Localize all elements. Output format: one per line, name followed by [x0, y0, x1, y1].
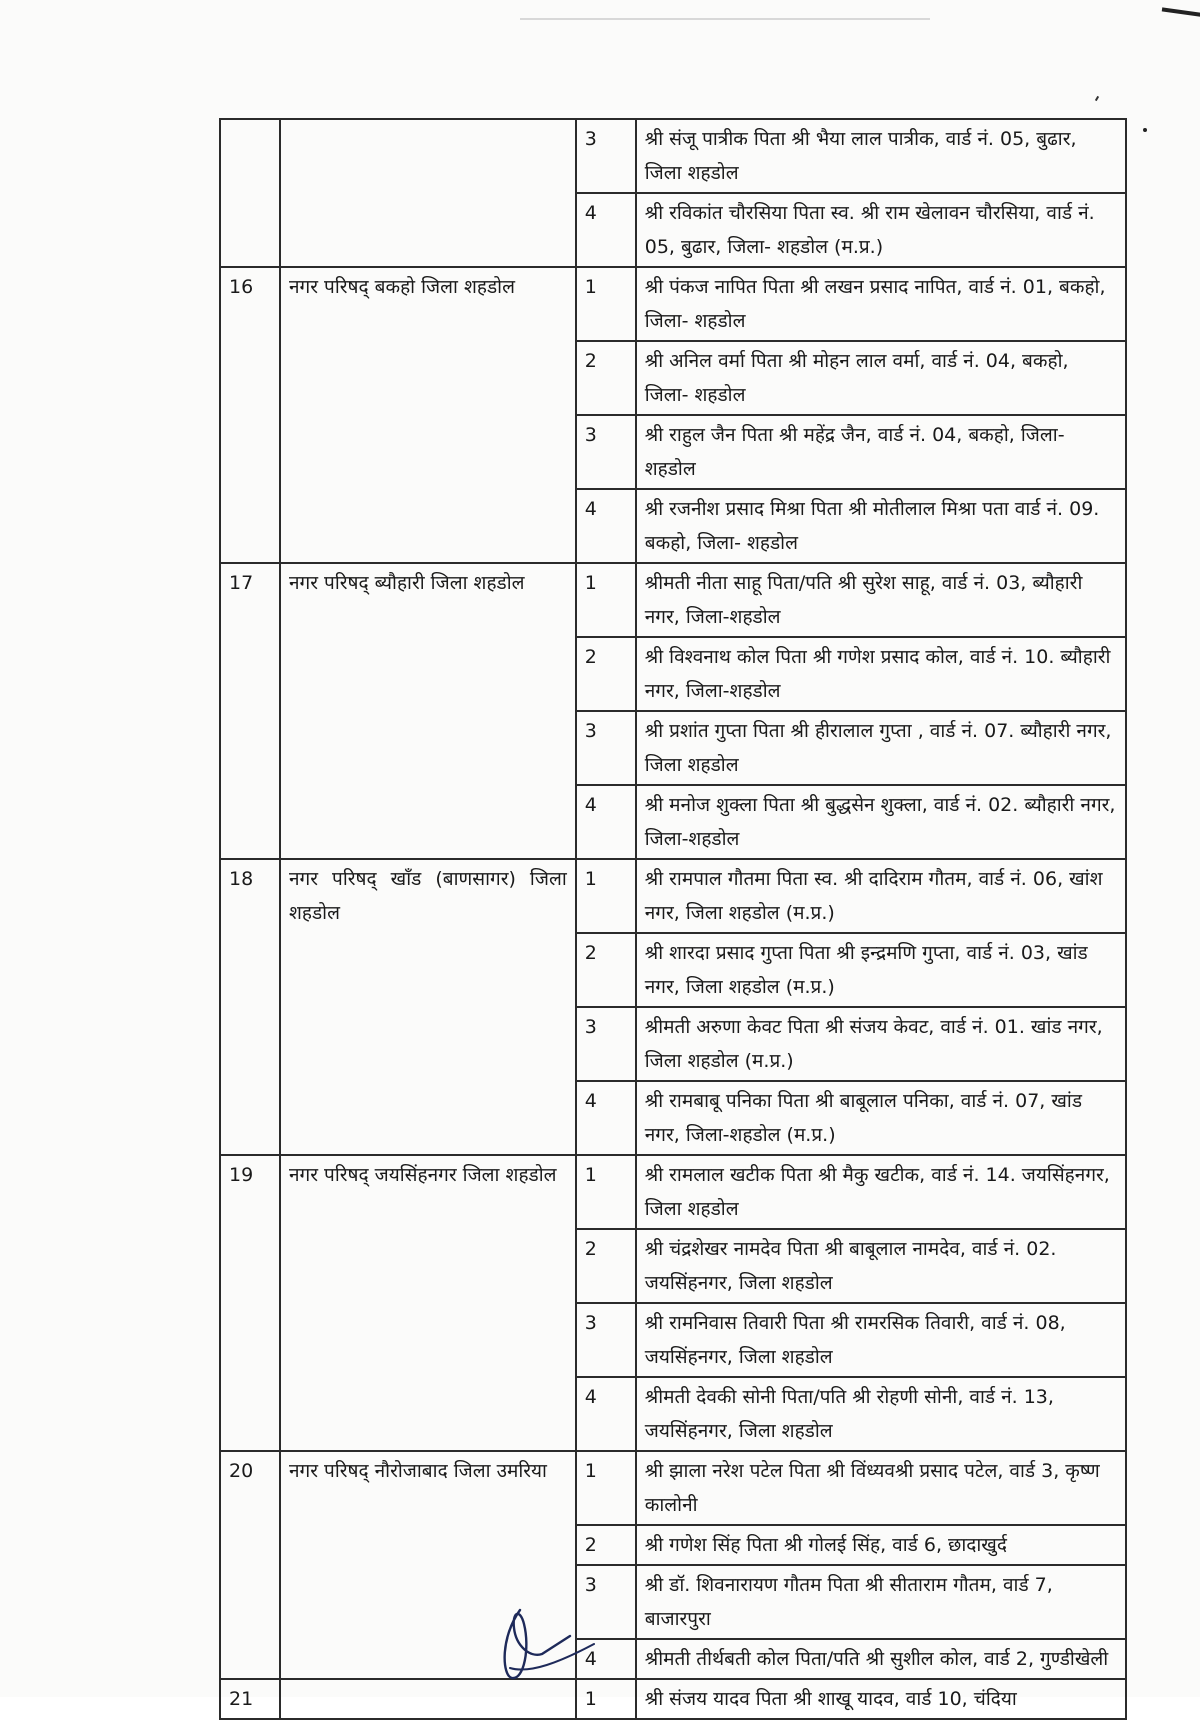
member-details-cell: श्री चंद्रशेखर नामदेव पिता श्री बाबूलाल नामदेव, वार्ड नं. 02. जयसिंहनगर, जिला शहडोल [636, 1229, 1126, 1303]
member-number-cell: 2 [576, 341, 636, 415]
serial-number-cell: 21 [220, 1679, 280, 1719]
stray-dot [1143, 128, 1147, 132]
member-number-cell: 1 [576, 1451, 636, 1525]
member-details-cell: श्री संजय यादव पिता श्री शाखू यादव, वार्ड 10, चंदिया [636, 1679, 1126, 1719]
member-number-cell: 3 [576, 1007, 636, 1081]
table-row [220, 859, 1126, 933]
handwritten-signature [490, 1598, 620, 1688]
member-number-cell: 4 [576, 1081, 636, 1155]
member-number-cell: 3 [576, 1303, 636, 1377]
serial-number-cell [220, 119, 280, 267]
member-details-cell: श्री संजू पात्रीक पिता श्री भैया लाल पात्रीक, वार्ड नं. 05, बुढार, जिला शहडोल [636, 119, 1126, 193]
municipal-body-cell: नगर परिषद् खाँड (बाणसागर) जिला शहडोल [280, 859, 576, 1155]
member-details-cell: श्री मनोज शुक्ला पिता श्री बुद्धसेन शुक्ला, वार्ड नं. 02. ब्यौहारी नगर, जिला-शहडोल [636, 785, 1126, 859]
member-details-cell: श्री रजनीश प्रसाद मिश्रा पिता श्री मोतीलाल मिश्रा पता वार्ड नं. 09. बकहो, जिला- शहडोल [636, 489, 1126, 563]
member-number-cell: 1 [576, 563, 636, 637]
member-details-cell: श्रीमती अरुणा केवट पिता श्री संजय केवट, वार्ड नं. 01. खांड नगर, जिला शहडोल (म.प्र.) [636, 1007, 1126, 1081]
municipal-body-cell: नगर परिषद् जयसिंहनगर जिला शहडोल [280, 1155, 576, 1451]
nominee-table [219, 118, 1127, 1720]
member-number-cell: 4 [576, 1377, 636, 1451]
member-number-cell: 3 [576, 119, 636, 193]
table-row [220, 1451, 1126, 1525]
member-details-cell: श्री रामबाबू पनिका पिता श्री बाबूलाल पनिका, वार्ड नं. 07, खांड नगर, जिला-शहडोल (म.प्र.) [636, 1081, 1126, 1155]
member-details-cell: श्री रामलाल खटीक पिता श्री मैकु खटीक, वार्ड नं. 14. जयसिंहनगर, जिला शहडोल [636, 1155, 1126, 1229]
top-edge-line [520, 18, 930, 20]
member-details-cell: श्रीमती नीता साहू पिता/पति श्री सुरेश साहू, वार्ड नं. 03, ब्यौहारी नगर, जिला-शहडोल [636, 563, 1126, 637]
member-details-cell: श्रीमती तीर्थबती कोल पिता/पति श्री सुशील कोल, वार्ड 2, गुण्डीखेली [636, 1639, 1126, 1679]
member-number-cell: 4 [576, 489, 636, 563]
member-details-cell: श्री रविकांत चौरसिया पिता स्व. श्री राम खेलावन चौरसिया, वार्ड नं. 05, बुढार, जिला- शहडोल (म.प्र.) [636, 193, 1126, 267]
member-details-cell: श्री प्रशांत गुप्ता पिता श्री हीरालाल गुप्ता , वार्ड नं. 07. ब्यौहारी नगर, जिला शहडोल [636, 711, 1126, 785]
member-number-cell: 1 [576, 1155, 636, 1229]
member-number-cell: 4 [576, 785, 636, 859]
member-number-cell: 2 [576, 1229, 636, 1303]
table-row [220, 1679, 1126, 1719]
member-number-cell: 3 [576, 711, 636, 785]
member-number-cell: 4 [576, 1639, 636, 1679]
serial-number-cell: 20 [220, 1451, 280, 1679]
municipal-body-cell: नगर परिषद् नौरोजाबाद जिला उमरिया [280, 1451, 576, 1679]
member-details-cell: श्री झाला नरेश पटेल पिता श्री विंध्यवश्री प्रसाद पटेल, वार्ड 3, कृष्ण कालोनी [636, 1451, 1126, 1525]
serial-number-cell: 16 [220, 267, 280, 563]
municipal-body-cell: नगर परिषद् बकहो जिला शहडोल [280, 267, 576, 563]
serial-number-cell: 18 [220, 859, 280, 1155]
table-row [220, 119, 1126, 193]
member-number-cell: 1 [576, 267, 636, 341]
table-row [220, 267, 1126, 341]
member-details-cell: श्री शारदा प्रसाद गुप्ता पिता श्री इन्द्रमणि गुप्ता, वार्ड नं. 03, खांड नगर, जिला शहडोल (म.प्र.) [636, 933, 1126, 1007]
member-details-cell: श्री राहुल जैन पिता श्री महेंद्र जैन, वार्ड नं. 04, बकहो, जिला- शहडोल [636, 415, 1126, 489]
member-number-cell: 2 [576, 1525, 636, 1565]
member-details-cell: श्री गणेश सिंह पिता श्री गोलई सिंह, वार्ड 6, छादाखुर्द [636, 1525, 1126, 1565]
member-details-cell: श्री डॉ. शिवनारायण गौतम पिता श्री सीताराम गौतम, वार्ड 7, बाजारपुरा [636, 1565, 1126, 1639]
member-number-cell: 3 [576, 1565, 636, 1639]
member-number-cell: 1 [576, 1679, 636, 1719]
member-number-cell: 3 [576, 415, 636, 489]
municipal-body-cell [280, 119, 576, 267]
page-corner-mark [1158, 7, 1200, 42]
member-details-cell: श्री अनिल वर्मा पिता श्री मोहन लाल वर्मा, वार्ड नं. 04, बकहो, जिला- शहडोल [636, 341, 1126, 415]
member-details-cell: श्री रामपाल गौतमा पिता स्व. श्री दादिराम गौतम, वार्ड नं. 06, खांश नगर, जिला शहडोल (म.प्र.) [636, 859, 1126, 933]
member-details-cell: श्रीमती देवकी सोनी पिता/पति श्री रोहणी सोनी, वार्ड नं. 13, जयसिंहनगर, जिला शहडोल [636, 1377, 1126, 1451]
member-number-cell: 2 [576, 637, 636, 711]
member-number-cell: 1 [576, 859, 636, 933]
table-row [220, 1155, 1126, 1229]
table-row [220, 563, 1126, 637]
municipal-body-cell: नगर परिषद् ब्यौहारी जिला शहडोल [280, 563, 576, 859]
member-details-cell: श्री विश्वनाथ कोल पिता श्री गणेश प्रसाद कोल, वार्ड नं. 10. ब्यौहारी नगर, जिला-शहडोल [636, 637, 1126, 711]
serial-number-cell: 17 [220, 563, 280, 859]
stray-mark [1095, 96, 1099, 101]
member-details-cell: श्री रामनिवास तिवारी पिता श्री रामरसिक तिवारी, वार्ड नं. 08, जयसिंहनगर, जिला शहडोल [636, 1303, 1126, 1377]
member-details-cell: श्री पंकज नापित पिता श्री लखन प्रसाद नापित, वार्ड नं. 01, बकहो, जिला- शहडोल [636, 267, 1126, 341]
member-number-cell: 2 [576, 933, 636, 1007]
serial-number-cell: 19 [220, 1155, 280, 1451]
member-number-cell: 4 [576, 193, 636, 267]
